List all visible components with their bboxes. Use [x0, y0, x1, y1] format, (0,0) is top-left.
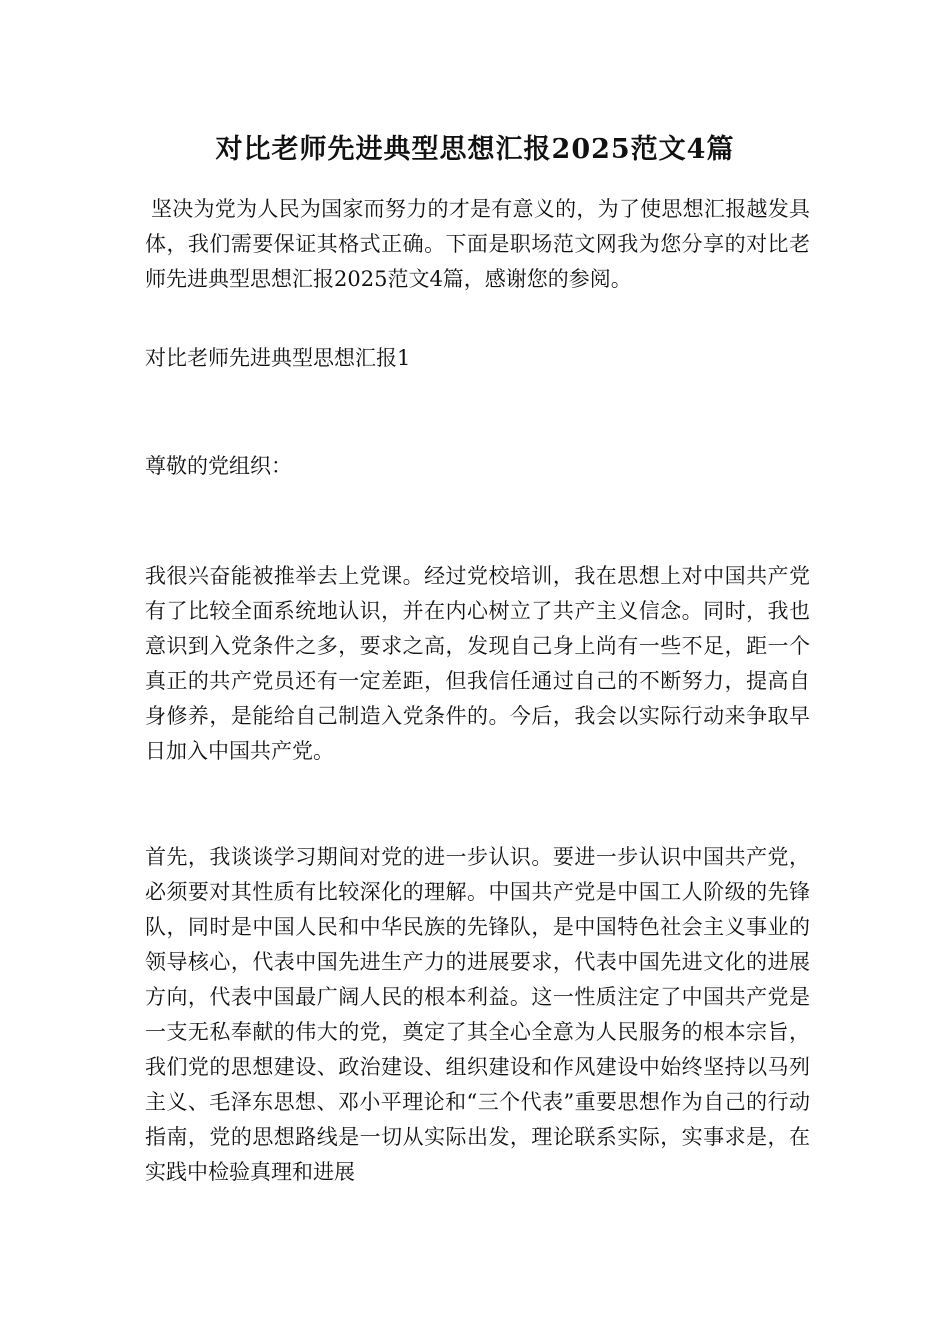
salutation: 尊敬的党组织：	[145, 454, 292, 478]
intro-paragraph: 坚决为党为人民为国家而努力的才是有意义的，为了使思想汇报越发具体，我们需要保证其格式正确。下面是职场范文网我为您分享的对比老师先进典型思想汇报2025范文4篇，感谢您的参阅。	[145, 197, 810, 291]
section-heading: 对比老师先进典型思想汇报1	[145, 346, 411, 370]
body-paragraph-2: 首先，我谈谈学习期间对党的进一步认识。要进一步认识中国共产党，必须要对其性质有比较深化的理解。中国共产党是中国工人阶级的先锋队，同时是中国人民和中华民族的先锋队，是中国特色社会主义事业的领导核心，代表中国先进生产力的进展要求，代表中国先进文化的进展方向，代表中国最广阔人民的根本利益。这一性质注定了中国共产党是一支无私奉献的伟大的党，奠定了其全心全意为人民服务的根本宗旨，我们党的思想建设、政治建设、组织建设和作风建设中始终坚持以马列主义、毛泽东思想、邓小平理论和“三个代表”重要思想作为自己的行动指南，党的思想路线是一切从实际出发，理论联系实际，实事求是，在实践中检验真理和进展	[145, 845, 810, 1184]
body-paragraph-1: 我很兴奋能被推举去上党课。经过党校培训，我在思想上对中国共产党有了比较全面系统地认识，并在内心树立了共产主义信念。同时，我也意识到入党条件之多，要求之高，发现自己身上尚有一些不足，距一个真正的共产党员还有一定差距，但我信任通过自己的不断努力，提高自身修养，是能给自己制造入党条件的。今后，我会以实际行动来争取早日加入中国共产党。	[145, 564, 810, 763]
document-title: 对比老师先进典型思想汇报2025范文4篇	[215, 134, 735, 165]
